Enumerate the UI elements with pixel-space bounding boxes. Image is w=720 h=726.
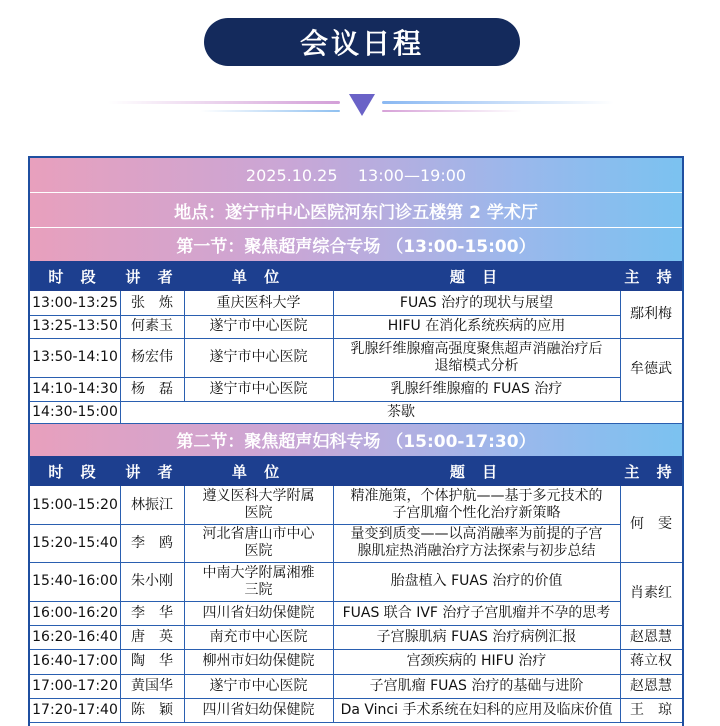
session2-row-unit: 遵义医科大学附属医院	[202, 488, 315, 521]
decorative-line	[200, 110, 340, 112]
session2-row-speaker: 唐 英	[131, 628, 173, 645]
session2-row-unit: 四川省妇幼保健院	[202, 604, 315, 621]
header-topic: 题 目	[449, 462, 504, 481]
host-name: 赵恩慧	[630, 677, 672, 694]
session2-row-speaker: 陶 华	[131, 653, 173, 669]
session1-row-speaker: 张 炼	[131, 294, 173, 311]
decorative-line	[108, 101, 340, 104]
session2-row-time: 15:00-15:20	[32, 496, 118, 513]
session1-row-speaker: 何素玉	[131, 318, 173, 334]
session2-row-topic: 胎盘植入 FUAS 治疗的价值	[390, 573, 563, 589]
host-name: 王 琼	[630, 701, 672, 718]
session2-row-topic: 子宫腺肌病 FUAS 治疗病例汇报	[376, 628, 577, 645]
session2-row-time: 16:40-17:00	[32, 653, 118, 669]
decorative-line	[382, 110, 522, 112]
row-divider	[30, 722, 620, 723]
host-name: 牟德武	[630, 361, 672, 377]
host-name: 蒋立权	[630, 653, 672, 669]
session2-row-speaker: 陈 颖	[131, 701, 173, 718]
session2-row-unit: 南充市中心医院	[209, 628, 308, 645]
host-name: 赵恩慧	[630, 628, 672, 645]
host-name: 鄢利梅	[630, 306, 672, 322]
session2-row-unit: 中南大学附属湘雅三院	[202, 564, 315, 598]
header-host: 主 持	[624, 462, 678, 481]
session1-row-speaker: 杨 磊	[131, 380, 173, 397]
header-host: 主 持	[624, 267, 678, 286]
column-divider	[184, 291, 185, 401]
session2-row-time: 16:20-16:40	[32, 628, 118, 645]
down-triangle-icon	[349, 94, 375, 116]
session1-row-time: 13:00-13:25	[32, 294, 118, 311]
schedule-table	[28, 156, 684, 726]
column-divider	[620, 486, 621, 722]
section2-title: 第二节：聚焦超声妇科专场 （15:00-17:30）	[30, 423, 682, 456]
section1-title: 第一节：聚焦超声综合专场 （13:00-15:00）	[30, 228, 682, 261]
session2-row-time: 17:00-17:20	[32, 677, 118, 694]
column-divider	[333, 291, 334, 401]
session2-row-unit: 四川省妇幼保健院	[202, 701, 315, 718]
session2-row-speaker: 李 华	[131, 604, 173, 621]
session1-row-unit: 重庆医科大学	[216, 294, 301, 311]
session1-row-break: 茶歇	[387, 403, 415, 420]
column-divider	[120, 291, 121, 401]
session1-row-speaker: 杨宏伟	[131, 349, 173, 365]
session1-row-unit: 遂宁市中心医院	[209, 380, 308, 397]
session1-row-topic: 乳腺纤维腺瘤高强度聚焦超声消融治疗后退缩模式分析	[350, 340, 603, 374]
session2-row-speaker: 林振江	[131, 496, 173, 513]
session2-row-topic: 量变到质变——以高消融率为前提的子宫腺肌症热消融治疗方法探索与初步总结	[350, 526, 603, 559]
session2-row-topic: 宫颈疾病的 HIFU 治疗	[406, 653, 547, 669]
column-divider	[184, 486, 185, 722]
session1-row-time: 14:30-15:00	[32, 403, 118, 420]
host-name: 肖素红	[630, 585, 672, 601]
header-unit: 单 位	[231, 267, 286, 286]
header-speaker: 讲 者	[125, 267, 179, 286]
session2-row-time: 15:40-16:00	[32, 573, 118, 589]
session1-row-topic: HIFU 在消化系统疾病的应用	[387, 318, 566, 334]
page-title: 会议日程	[204, 18, 520, 66]
header-unit: 单 位	[231, 462, 286, 481]
row-divider	[30, 423, 682, 424]
session2-row-topic: FUAS 联合 IVF 治疗子宫肌瘤并不孕的思考	[342, 604, 611, 621]
session2-row-speaker: 李 鸥	[131, 534, 173, 551]
session2-row-speaker: 朱小刚	[131, 573, 173, 589]
session1-row-time: 13:25-13:50	[32, 318, 118, 334]
session2-row-unit: 河北省唐山市中心医院	[202, 526, 315, 559]
session2-row-speaker: 黄国华	[131, 677, 173, 694]
session1-row-time: 14:10-14:30	[32, 380, 118, 397]
column-divider	[120, 486, 121, 722]
column-divider	[620, 291, 621, 401]
session2-row-time: 15:20-15:40	[32, 534, 118, 551]
session1-row-time: 13:50-14:10	[32, 349, 118, 365]
decorative-line	[382, 101, 614, 104]
header-time: 时 段	[48, 462, 102, 481]
host-name: 何 雯	[630, 515, 672, 532]
session2-row-unit: 柳州市妇幼保健院	[202, 653, 315, 669]
row-divider	[620, 722, 682, 723]
location-banner: 地点：遂宁市中心医院河东门诊五楼第 2 学术厅	[30, 193, 682, 227]
date-banner: 2025.10.25 13:00—19:00	[30, 158, 682, 192]
session1-row-unit: 遂宁市中心医院	[209, 318, 308, 334]
session2-row-time: 17:20-17:40	[32, 701, 118, 718]
column-divider	[333, 486, 334, 722]
column-divider	[120, 401, 121, 423]
session2-row-topic: Da Vinci 手术系统在妇科的应用及临床价值	[340, 701, 613, 718]
session2-row-time: 16:00-16:20	[32, 604, 118, 621]
header-topic: 题 目	[449, 267, 504, 286]
session2-row-topic: 精准施策，个体护航——基于多元技术的子宫肌瘤个性化治疗新策略	[350, 488, 603, 521]
session1-row-unit: 遂宁市中心医院	[209, 349, 308, 365]
header-time: 时 段	[48, 267, 102, 286]
header-speaker: 讲 者	[125, 462, 179, 481]
session1-row-topic: 乳腺纤维腺瘤的 FUAS 治疗	[390, 380, 563, 397]
session2-row-topic: 子宫肌瘤 FUAS 治疗的基础与进阶	[369, 677, 584, 694]
session2-row-unit: 遂宁市中心医院	[209, 677, 308, 694]
session1-row-topic: FUAS 治疗的现状与展望	[399, 294, 554, 311]
row-divider	[620, 401, 682, 402]
